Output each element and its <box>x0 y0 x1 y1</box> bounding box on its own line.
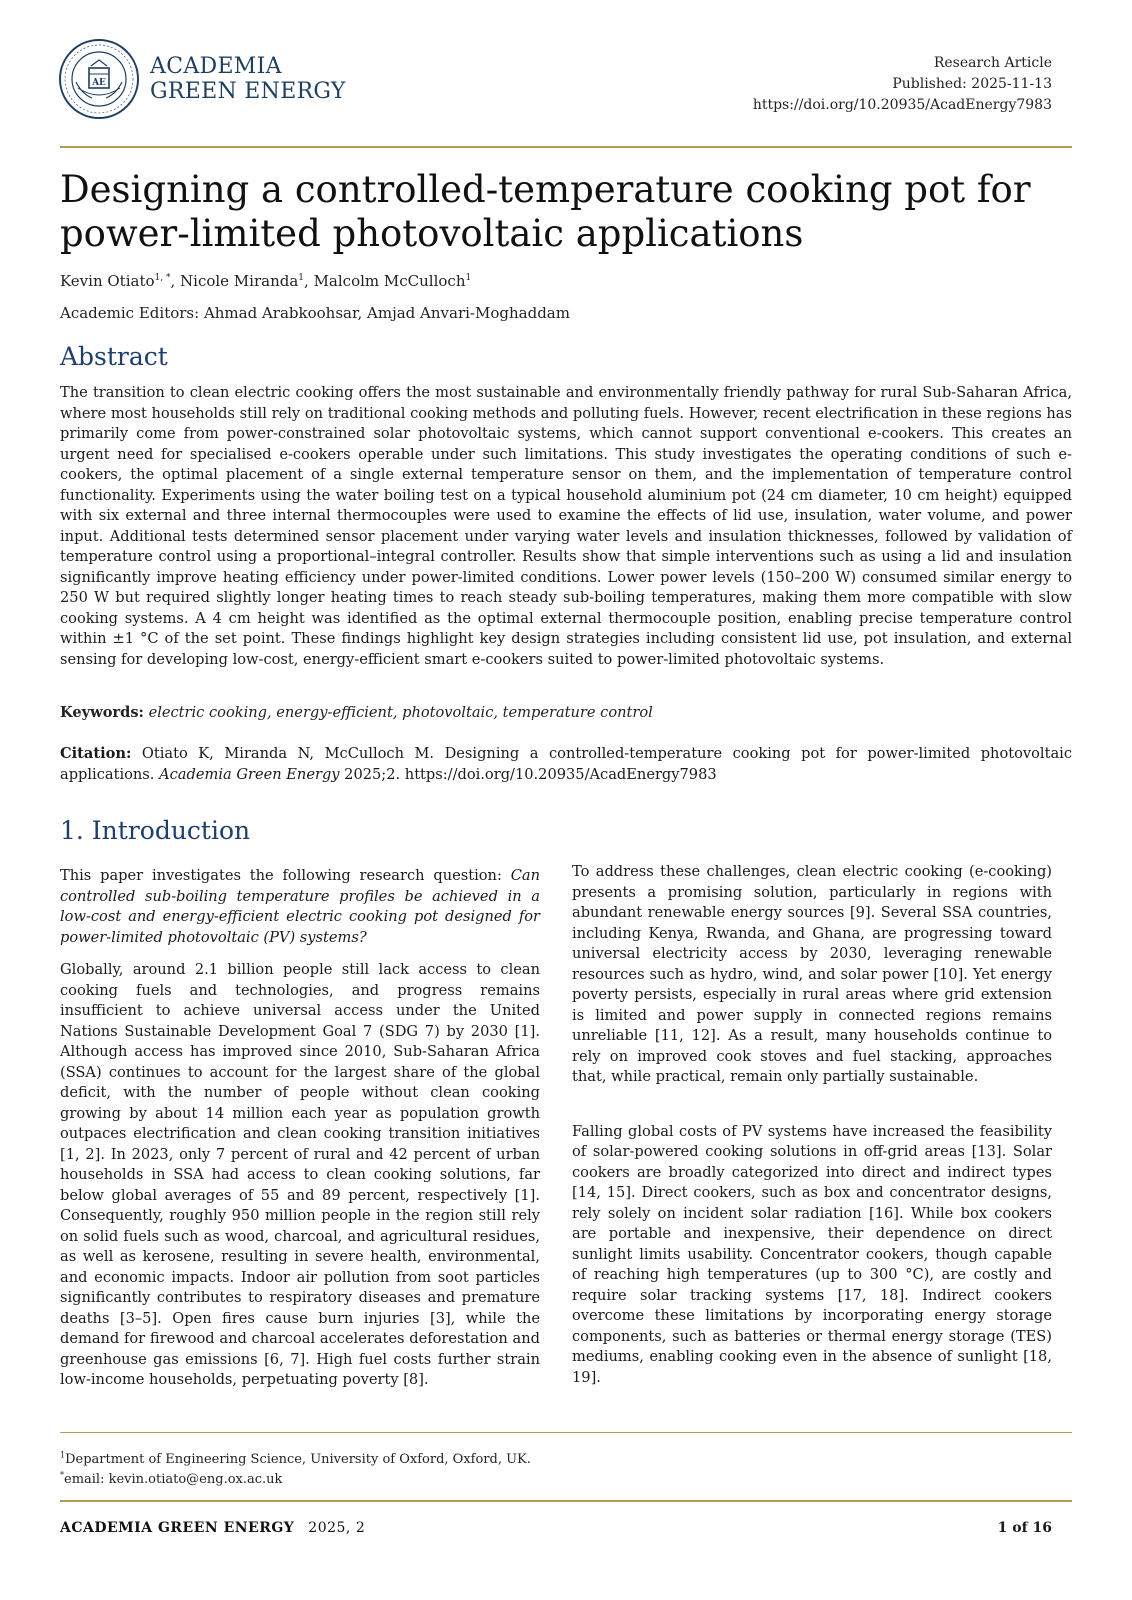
author-name[interactable]: Nicole Miranda <box>180 272 299 290</box>
intro-paragraph-4: Falling global costs of PV systems have increased the feasibility of solar-powered cooking solutions in off-grid areas [13]. Solar cookers are broadly categorized into direct and indirect types [14, 15]. Direct cookers, such as box and concentrator designs, rely solely on incident solar radiation [16]. While box cookers are portable and inexpensive, their dependence on direct sunlight limits usability. Concentrator cookers, though capable of reaching high temperatures (up to 300 °C), are costly and require solar tracking systems [17, 18]. Indirect cookers overcome these limitations by incorporating energy storage components, such as batteries or thermal energy storage (TES) mediums, enabling cooking even in the absence of sunlight [18, 19]. <box>572 1122 1052 1386</box>
footer-volume: 2025, 2 <box>308 1520 366 1536</box>
doi-link[interactable]: https://doi.org/10.20935/AcadEnergy7983 <box>752 97 1052 113</box>
email-footnote: *email: kevin.otiato@eng.ox.ac.uk <box>60 1470 283 1487</box>
author-affil-sup: 1 <box>465 273 472 283</box>
journal-logo <box>58 38 346 120</box>
affiliation-footnote: $^1$Department of Engineering Science, University of Oxford, Oxford, UK. <box>60 1450 531 1467</box>
citation-label: Citation: <box>60 745 132 762</box>
citation-doi[interactable]: 2025;2. https://doi.org/10.20935/AcadEnergy7983 <box>344 765 717 783</box>
research-question-lead: This paper investigates the following research question: <box>60 867 502 884</box>
academia-seal-icon <box>58 38 140 120</box>
footer-rule <box>60 1500 1072 1502</box>
intro-paragraph-1 <box>60 866 540 948</box>
author-affil-sup: 1 <box>298 273 305 283</box>
left-column <box>60 866 540 1403</box>
author-name[interactable]: Kevin Otiato <box>60 272 155 290</box>
introduction-heading: 1. Introduction <box>60 816 251 845</box>
seal-monogram: AE <box>92 78 106 88</box>
citation-text: Otiato K, Miranda N, McCulloch M. Designing a controlled-temperature cooking pot for power-limited photovoltaic applications. <box>60 745 1072 783</box>
research-question: Can controlled sub-boiling temperature profiles be achieved in a low-cost and energy-efficient electric cooking pot designed for power-limited photovoltaic (PV) systems? <box>60 867 540 946</box>
abstract-text: The transition to clean electric cooking offers the most sustainable and environmentally friendly pathway for rural Sub-Saharan Africa, where most households still rely on traditional cooking methods and polluting fuels. However, recent electrification in these regions has primarily come from power-constrained solar photovoltaic systems, which cannot support conventional e-cookers. This creates an urgent need for specialised e-cookers operable under such limitations. This study investigates the operating conditions of such e-cookers, the optimal placement of a single external temperature sensor on them, and the implementation of temperature control functionality. Experiments using the water boiling test on a typical household aluminium pot (24 cm diameter, 10 cm height) equipped with six external and three internal thermocouples were used to examine the effects of lid use, insulation, water volume, and power input. Additional tests determined sensor placement under varying water levels and insulation thicknesses, followed by validation of temperature control using a proportional–integral controller. Results show that simple interventions such as using a lid and insulation significantly improve heating efficiency under power-limited conditions. Lower power levels (150–200 W) consumed similar energy to 250 W but required slightly longer heating times to reach steady sub-boiling temperatures, making them more compatible with slow cooking systems. A 4 cm height was identified as the optimal external thermocouple position, enabling precise temperature control within ±1 °C of the set point. These findings highlight key design strategies including consistent lid use, pot insulation, and external sensing for developing low-cost, energy-efficient smart e-cookers suited to power-limited photovoltaic systems. <box>60 384 1072 668</box>
author-list: Kevin Otiato$^{1, *}$, Nicole Miranda$^1$, Malcolm McCulloch$^1$ <box>60 272 472 290</box>
journal-name-line1: ACADEMIA <box>150 54 282 79</box>
citation <box>60 744 1072 785</box>
footnote-rule <box>60 1432 1072 1433</box>
intro-paragraph-2: Globally, around 2.1 billion people still lack access to clean cooking fuels and technologies, and progress remains insufficient to achieve universal access under the United Nations Sustainable Development Goal 7 (SDG 7) by 2030 [1]. Although access has improved since 2010, Sub-Saharan Africa (SSA) continues to account for the largest share of the global deficit, with the number of people without clean cooking growing by about 14 million each year as population growth outpaces electrification and clean cooking transition initiatives [1, 2]. In 2023, only 7 percent of rural and 42 percent of urban households in SSA had access to clean cooking solutions, far below global averages of 55 and 89 percent, respectively [1]. Consequently, roughly 950 million people in the region still rely on solid fuels such as wood, charcoal, and agricultural residues, as well as kerosene, resulting in severe health, environmental, and economic impacts. Indoor air pollution from soot particles significantly contributes to respiratory diseases and premature deaths [3–5]. Open fires cause burn injuries [3], while the demand for firewood and charcoal accelerates deforestation and greenhouse gas emissions [6, 7]. High fuel costs further strain low-income households, perpetuating poverty [8]. <box>60 961 540 1388</box>
author-affil-sup: 1, * <box>154 273 171 283</box>
intro-paragraph-3: To address these challenges, clean electric cooking (e-cooking) presents a promising solution, particularly in regions with abundant renewable energy sources [9]. Several SSA countries, including Kenya, Rwanda, and Ghana, are progressing toward universal electricity access by 2030, leveraging renewable resources such as hydro, wind, and solar power [10]. Yet energy poverty persists, especially in rural areas where grid extension is limited and power supply in connected regions remains unreliable [11, 12]. As a result, many households continue to rely on improved cook stoves and fuel stacking, approaches that, while practical, remain only partially sustainable. <box>572 863 1052 1085</box>
academic-editors: Academic Editors: Ahmad Arabkoohsar, Amjad Anvari-Moghaddam <box>60 304 570 322</box>
article-type: Research Article <box>933 55 1052 71</box>
abstract-heading: Abstract <box>60 342 168 371</box>
right-column <box>572 862 1052 1400</box>
header-rule <box>60 146 1072 148</box>
footer-journal <box>60 1520 365 1536</box>
page-number: 1 of 16 <box>997 1520 1052 1536</box>
citation-journal: Academia Green Energy <box>159 765 340 783</box>
keywords-label: Keywords: <box>60 704 144 721</box>
footnotes <box>60 1450 531 1490</box>
keywords <box>60 704 653 721</box>
footer-journal-name: ACADEMIA GREEN ENERGY <box>60 1520 295 1536</box>
journal-name <box>150 54 346 104</box>
journal-name-line2: GREEN ENERGY <box>150 79 346 104</box>
published-date: Published: 2025-11-13 <box>892 76 1052 92</box>
author-name[interactable]: Malcolm McCulloch <box>313 272 466 290</box>
article-meta <box>753 53 1052 116</box>
keywords-text: electric cooking, energy-efficient, photovoltaic, temperature control <box>148 704 653 721</box>
article-title: Designing a controlled-temperature cooking pot for power-limited photovoltaic applications <box>60 168 1031 255</box>
